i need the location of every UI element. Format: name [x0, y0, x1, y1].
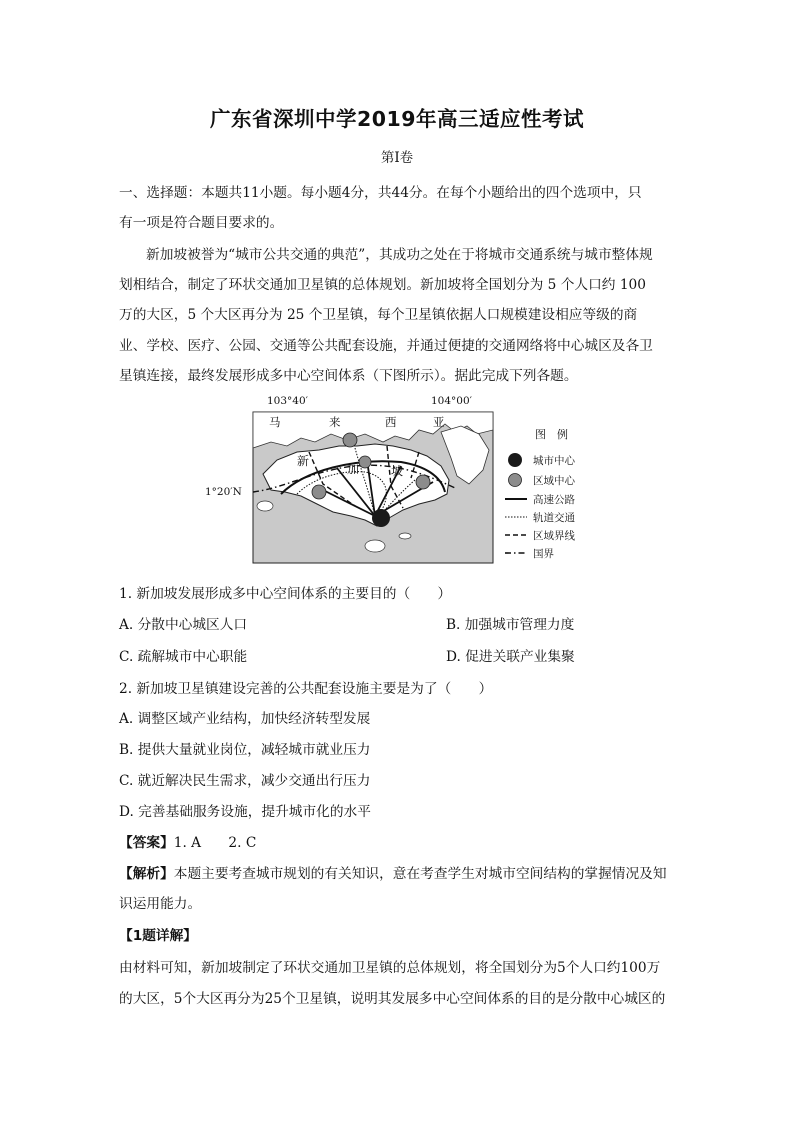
passage-line-5: 星镇连接，最终发展形成多中心空间体系（下图所示）。据此完成下列各题。 [119, 368, 578, 384]
map-label-po: 坡 [391, 464, 404, 478]
southern-island [365, 540, 385, 552]
question-1-option-c[interactable]: C. 疏解城市中心职能 [119, 649, 248, 665]
question-1-stem: 1. 新加坡发展形成多中心空间体系的主要目的（ ） [119, 586, 452, 602]
question-2-option-a[interactable]: A. 调整区域产业结构，加快经济转型发展 [119, 711, 371, 727]
region-center-north [343, 433, 357, 447]
longitude-label-left: 103°40′ [267, 395, 309, 407]
map-label-ya: 亚 [433, 415, 445, 429]
region-center-west [312, 485, 326, 499]
longitude-label-right: 104°00′ [431, 395, 473, 407]
analysis-line-1 [119, 862, 667, 882]
legend-label-rail: 轨道交通 [533, 512, 575, 524]
singapore-map-figure [205, 396, 595, 566]
map-label-xin: 新 [297, 454, 310, 468]
map-label-ma: 马 [269, 415, 281, 429]
analysis-line-2: 识运用能力。 [119, 896, 202, 912]
answer-line [119, 831, 256, 851]
question-2-stem: 2. 新加坡卫星镇建设完善的公共配套设施主要是为了（ ） [119, 681, 493, 697]
passage-line-1: 新加坡被誉为“城市公共交通的典范”，其成功之处在于将城市交通系统与城市整体规 [146, 247, 653, 263]
question-1-option-a[interactable]: A. 分散中心城区人口 [119, 617, 248, 633]
section-instruction-line-1: 一、选择题：本题共11小题。每小题4分，共44分。在每个小题给出的四个选项中，只 [119, 185, 642, 201]
passage-line-2: 划相结合，制定了环状交通加卫星镇的总体规划。新加坡将全国划分为 5 个人口约 100 [119, 277, 646, 293]
answer-text: 1. A 2. C [173, 835, 257, 851]
question-2-option-b[interactable]: B. 提供大量就业岗位，减轻城市就业压力 [119, 742, 371, 758]
small-island [399, 533, 411, 539]
map-label-lai: 来 [329, 415, 341, 429]
passage-line-3: 万的大区，5 个大区再分为 25 个卫星镇，每个卫星镇依据人口规模建设相应等级的商 [119, 307, 638, 323]
analysis-label: 【解析】 [119, 866, 174, 882]
detail-1-label: 【1题详解】 [119, 928, 197, 944]
city-center-marker [372, 509, 390, 527]
volume-label: 第Ⅰ卷 [380, 150, 414, 166]
answer-label: 【答案】 [119, 835, 174, 851]
question-2-option-c[interactable]: C. 就近解决民生需求，减少交通出行压力 [119, 773, 371, 789]
map-label-jia: 加 [347, 462, 360, 476]
map-legend [505, 453, 527, 553]
question-2-option-d[interactable]: D. 完善基础服务设施，提升城市化的水平 [119, 804, 371, 820]
latitude-label: 1°20′N [205, 486, 242, 498]
legend-region-center-symbol [509, 474, 522, 487]
legend-title: 图 例 [535, 428, 568, 441]
question-1-option-b[interactable]: B. 加强城市管理力度 [446, 617, 575, 633]
legend-label-region-boundary: 区域界线 [533, 530, 575, 542]
legend-label-city-center: 城市中心 [533, 455, 575, 467]
legend-label-national-border: 国界 [533, 548, 554, 560]
legend-label-highway: 高速公路 [533, 494, 575, 506]
page-title: 广东省深圳中学2019年高三适应性考试 [209, 107, 585, 131]
region-center-central [359, 456, 371, 468]
analysis-text-1: 本题主要考查城市规划的有关知识，意在考查学生对城市空间结构的掌握情况及知 [173, 866, 667, 882]
detail-1-line-2: 的大区，5个大区再分为25个卫星镇，说明其发展多中心空间体系的目的是分散中心城区的 [119, 991, 666, 1007]
question-1-option-d[interactable]: D. 促进关联产业集聚 [446, 649, 575, 665]
western-island [257, 501, 273, 511]
section-instruction-line-2: 有一项是符合题目要求的。 [119, 215, 284, 231]
detail-1-line-1: 由材料可知，新加坡制定了环状交通加卫星镇的总体规划，将全国划分为5个人口约100万 [119, 960, 661, 976]
legend-city-center-symbol [508, 453, 522, 467]
passage-line-4: 业、学校、医疗、公园、交通等公共配套设施，并通过便捷的交通网络将中心城区及各卫 [119, 338, 653, 354]
region-center-east [416, 475, 430, 489]
legend-label-region-center: 区域中心 [533, 475, 575, 487]
map-label-xi: 西 [385, 415, 397, 429]
